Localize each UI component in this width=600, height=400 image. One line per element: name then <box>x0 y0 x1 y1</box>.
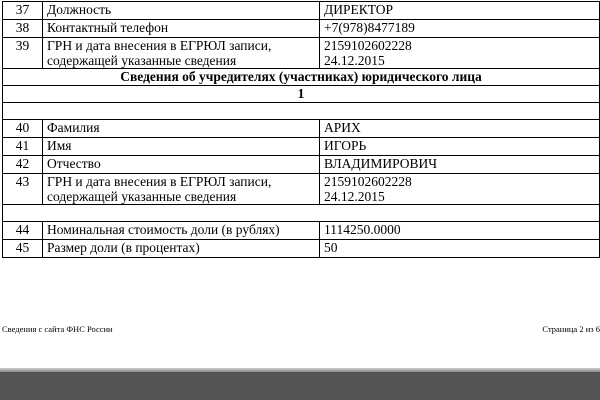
field-value: 50 <box>320 240 600 258</box>
table-row <box>3 2 600 20</box>
field-label <box>43 174 320 205</box>
field-label: Фамилия <box>43 120 320 138</box>
spacer-row <box>3 205 600 222</box>
field-value: ИГОРЬ <box>320 138 600 156</box>
spacer-row <box>3 103 600 120</box>
row-number: 37 <box>3 2 43 20</box>
field-label: Имя <box>43 138 320 156</box>
section-title: Сведения об учредителях (участниках) юридического лица <box>3 69 600 86</box>
row-number: 40 <box>3 120 43 138</box>
record-date: 24.12.2015 <box>324 189 385 204</box>
field-label: Должность <box>43 2 320 20</box>
record-date: 24.12.2015 <box>324 53 385 68</box>
footer-page-number: Страница 2 из 6 <box>542 324 600 334</box>
table-row <box>3 174 600 205</box>
field-value: ДИРЕКТОР <box>320 2 600 20</box>
row-number: 41 <box>3 138 43 156</box>
spacer-cell <box>3 103 600 120</box>
field-label-line: содержащей указанные сведения <box>47 189 237 204</box>
table-row <box>3 120 600 138</box>
field-value <box>320 38 600 69</box>
footer-source: Сведения с сайта ФНС России <box>2 324 113 334</box>
field-label: Контактный телефон <box>43 20 320 38</box>
table-row <box>3 156 600 174</box>
grn-number: 2159102602228 <box>324 174 412 189</box>
row-number: 38 <box>3 20 43 38</box>
field-label: Размер доли (в процентах) <box>43 240 320 258</box>
table-row <box>3 222 600 240</box>
section-header-row <box>3 69 600 86</box>
table-row <box>3 38 600 69</box>
field-value: АРИХ <box>320 120 600 138</box>
field-label: Отчество <box>43 156 320 174</box>
field-label-line: ГРН и дата внесения в ЕГРЮЛ записи, <box>47 38 272 53</box>
field-label <box>43 38 320 69</box>
row-number: 42 <box>3 156 43 174</box>
founder-index: 1 <box>3 86 600 103</box>
table-row <box>3 240 600 258</box>
field-value: +7(978)8477189 <box>320 20 600 38</box>
table-row <box>3 138 600 156</box>
row-number: 45 <box>3 240 43 258</box>
row-number: 39 <box>3 38 43 69</box>
field-label-line: ГРН и дата внесения в ЕГРЮЛ записи, <box>47 174 272 189</box>
viewer-bottom-bar <box>0 372 600 400</box>
row-number: 43 <box>3 174 43 205</box>
field-label: Номинальная стоимость доли (в рублях) <box>43 222 320 240</box>
table-row <box>3 20 600 38</box>
field-value <box>320 174 600 205</box>
field-label-line: содержащей указанные сведения <box>47 53 237 68</box>
field-value: ВЛАДИМИРОВИЧ <box>320 156 600 174</box>
egrul-table <box>2 1 600 258</box>
founder-index-row <box>3 86 600 103</box>
row-number: 44 <box>3 222 43 240</box>
spacer-cell <box>3 205 600 222</box>
field-value: 1114250.0000 <box>320 222 600 240</box>
grn-number: 2159102602228 <box>324 38 412 53</box>
